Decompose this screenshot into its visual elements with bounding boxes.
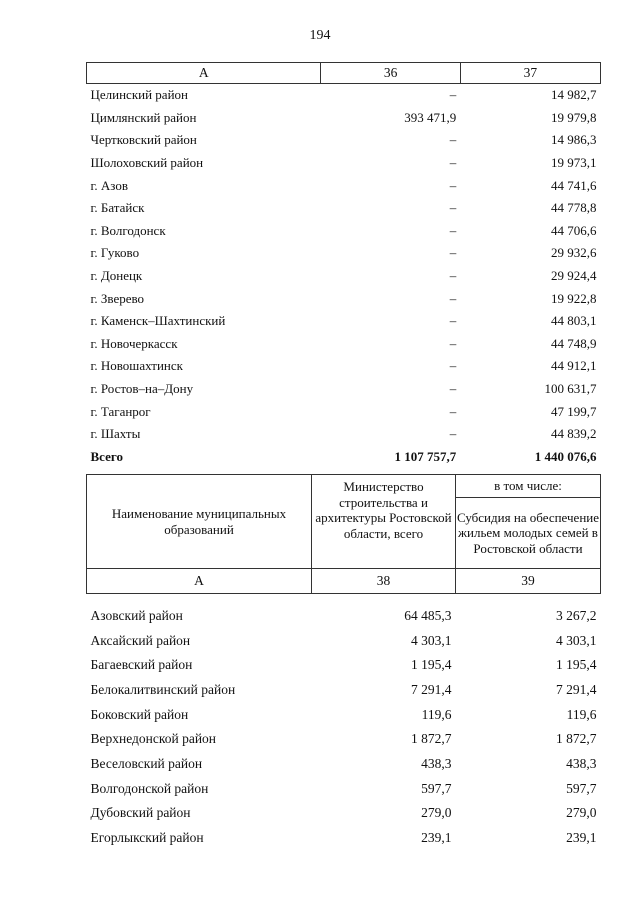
row-name: Азовский район: [90, 607, 183, 623]
row-name: Дубовский район: [90, 805, 191, 821]
table-row: [87, 265, 601, 288]
row-value-39: 1 195,4: [556, 657, 597, 673]
table-row: [87, 107, 601, 130]
row-name: г. Волгодонск: [90, 222, 166, 238]
table-row: [87, 752, 601, 777]
row-value-36: –: [449, 313, 457, 329]
row-value-37: 44 839,2: [551, 426, 597, 442]
row-name: г. Зверево: [90, 290, 145, 306]
row-name: Веселовский район: [90, 755, 203, 771]
row-name: Белокалитвинский район: [90, 681, 236, 697]
row-name: Целинский район: [90, 87, 188, 103]
row-value-37: 47 199,7: [551, 403, 597, 419]
total-row: [87, 446, 601, 469]
table-row: [87, 776, 601, 801]
table-row: [87, 678, 601, 703]
row-value-36: –: [449, 290, 457, 306]
row-name: Аксайский район: [90, 632, 191, 648]
row-value-38: 239,1: [421, 830, 452, 846]
column-header-38: Министерство строительства и архитектуры Ростовской области, всего: [312, 475, 456, 569]
table-row: [87, 826, 601, 851]
row-value-37: 29 924,4: [551, 268, 597, 284]
row-value-37: 44 778,8: [551, 200, 597, 216]
page-number: 194: [309, 28, 331, 43]
row-value-37: 19 973,1: [551, 155, 597, 171]
row-value-36: –: [449, 245, 457, 261]
row-name: г. Новошахтинск: [90, 358, 183, 374]
table-row: [87, 727, 601, 752]
table-row: [87, 287, 601, 310]
row-value-39: 119,6: [566, 706, 597, 722]
table-header-row: [87, 63, 601, 84]
column-label-row: [87, 569, 601, 594]
table-row: [87, 653, 601, 678]
row-value-38: 7 291,4: [411, 681, 452, 697]
table-row: [87, 423, 601, 446]
table-row: [87, 242, 601, 265]
row-value-37: 29 932,6: [551, 245, 597, 261]
row-name: Чертковский район: [90, 132, 197, 148]
row-value-37: 44 748,9: [551, 335, 597, 351]
row-value-39: 4 303,1: [556, 632, 597, 648]
row-value-38: 1 872,7: [411, 731, 452, 747]
row-value-38: 1 195,4: [411, 657, 452, 673]
row-value-36: –: [449, 132, 457, 148]
total-label: Всего: [90, 448, 123, 464]
table-row: [87, 197, 601, 220]
row-name: Шолоховский район: [90, 155, 204, 171]
table-row: [87, 84, 601, 107]
row-value-38: 119,6: [421, 706, 452, 722]
row-value-37: 100 631,7: [544, 381, 597, 397]
row-value-37: 44 912,1: [551, 358, 597, 374]
row-value-39: 3 267,2: [556, 607, 597, 623]
row-value-38: 438,3: [421, 755, 452, 771]
table-row: [87, 333, 601, 356]
table-row: [87, 378, 601, 401]
column-label-a: А: [87, 569, 312, 594]
row-value-37: 44 803,1: [551, 313, 597, 329]
row-value-38: 64 485,3: [404, 607, 452, 623]
table-row: [87, 604, 601, 629]
row-value-39: 279,0: [566, 805, 597, 821]
row-value-36: –: [449, 177, 457, 193]
column-header-a: А: [87, 63, 321, 84]
column-label-39: 39: [456, 569, 601, 594]
row-value-36: 393 471,9: [404, 109, 457, 125]
row-name: г. Новочеркасск: [90, 335, 178, 351]
table-row: [87, 129, 601, 152]
row-value-36: –: [449, 87, 457, 103]
row-name: Егорлыкский район: [90, 830, 204, 846]
row-value-37: 19 979,8: [551, 109, 597, 125]
table-row: [87, 174, 601, 197]
table-header-row: [87, 475, 601, 498]
row-name: г. Каменск–Шахтинский: [90, 313, 226, 329]
row-value-39: 438,3: [566, 755, 597, 771]
table-row: [87, 702, 601, 727]
row-value-37: 14 986,3: [551, 132, 597, 148]
row-value-38: 4 303,1: [411, 632, 452, 648]
row-value-39: 597,7: [566, 780, 597, 796]
row-value-36: –: [449, 222, 457, 238]
row-name: Волгодонской район: [90, 780, 209, 796]
column-header-including: в том числе:: [456, 475, 601, 498]
table-row: [87, 355, 601, 378]
column-header-37: 37: [460, 63, 600, 84]
budget-table-part1: [86, 62, 601, 468]
row-name: г. Батайск: [90, 200, 145, 216]
row-value-36: –: [449, 426, 457, 442]
row-value-39: 239,1: [566, 830, 597, 846]
row-name: г. Таганрог: [90, 403, 151, 419]
total-value-36: 1 107 757,7: [394, 448, 457, 464]
column-header-36: 36: [321, 63, 460, 84]
table-row: [87, 152, 601, 175]
row-name: г. Гуково: [90, 245, 140, 261]
row-value-36: –: [449, 155, 457, 171]
total-value-37: 1 440 076,6: [534, 448, 597, 464]
row-value-37: 44 706,6: [551, 222, 597, 238]
row-name: Багаевский район: [90, 657, 193, 673]
row-name: г. Азов: [90, 177, 128, 193]
row-value-38: 279,0: [421, 805, 452, 821]
budget-table-part2: [86, 474, 601, 850]
row-value-37: 14 982,7: [551, 87, 597, 103]
row-value-36: –: [449, 200, 457, 216]
row-value-36: –: [449, 335, 457, 351]
table-row: [87, 628, 601, 653]
row-name: г. Шахты: [90, 426, 141, 442]
row-name: Цимлянский район: [90, 109, 197, 125]
row-value-39: 1 872,7: [556, 731, 597, 747]
column-header-39: Субсидия на обеспечение жильем молодых семей в Ростовской области: [456, 498, 601, 569]
table-row: [87, 310, 601, 333]
row-value-36: –: [449, 403, 457, 419]
column-label-38: 38: [312, 569, 456, 594]
row-value-36: –: [449, 268, 457, 284]
row-value-38: 597,7: [421, 780, 452, 796]
row-value-37: 19 922,8: [551, 290, 597, 306]
row-name: г. Ростов–на–Дону: [90, 381, 194, 397]
row-value-36: –: [449, 381, 457, 397]
column-header-municipality: Наименование муниципальных образований: [87, 475, 312, 569]
row-value-39: 7 291,4: [556, 681, 597, 697]
row-value-36: –: [449, 358, 457, 374]
table-row: [87, 801, 601, 826]
row-name: г. Донецк: [90, 268, 143, 284]
table-row: [87, 400, 601, 423]
row-name: Боковский район: [90, 706, 189, 722]
row-name: Верхнедонской район: [90, 731, 217, 747]
row-value-37: 44 741,6: [551, 177, 597, 193]
table-row: [87, 220, 601, 243]
